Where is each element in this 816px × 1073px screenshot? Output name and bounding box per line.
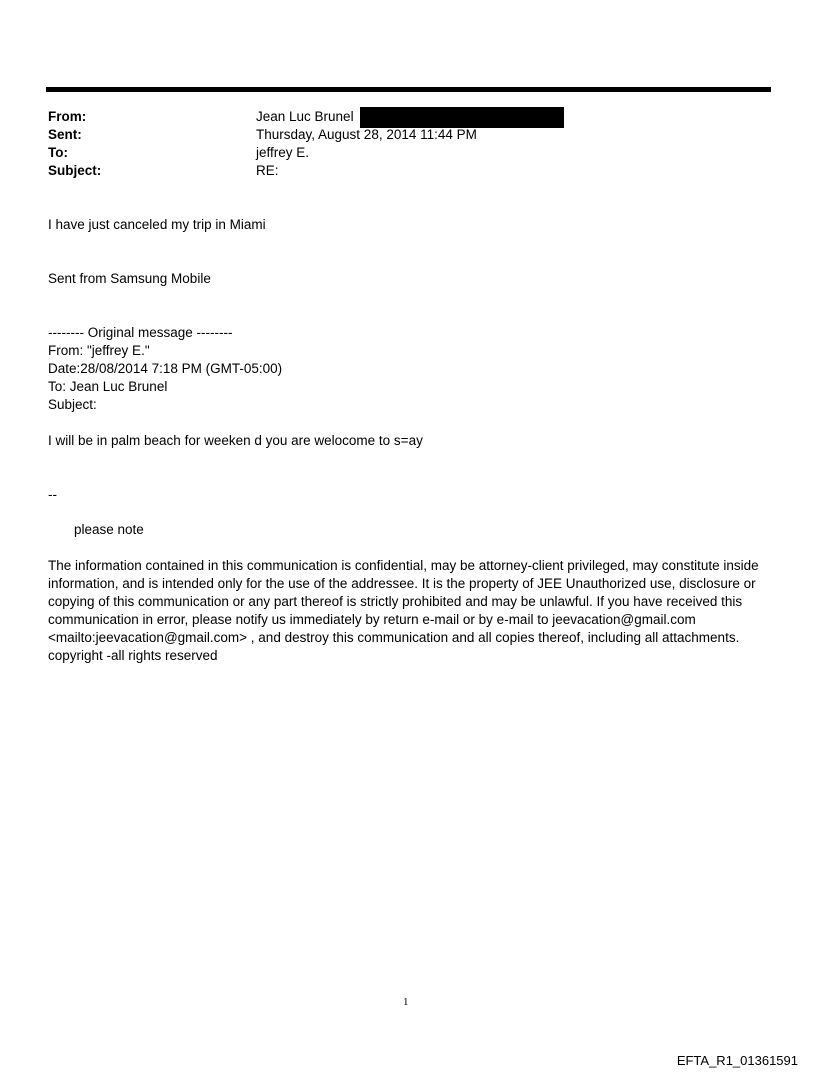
document-id: EFTA_R1_01361591 (676, 1053, 798, 1068)
from-row (48, 108, 768, 126)
please-note: please note (74, 522, 144, 537)
original-to: To: Jean Luc Brunel (48, 379, 168, 394)
to-label: To: (48, 145, 68, 160)
original-date: Date:28/08/2014 7:18 PM (GMT-05:00) (48, 361, 283, 376)
sent-row (48, 126, 768, 144)
original-message-divider: -------- Original message -------- (48, 325, 233, 340)
confidentiality-disclaimer: The information contained in this communication is confidential, may be attorney-client privileged, may constitute inside information, and is intended only for the use of the addressee. It is the property of JEE Unauthorized use, disclosure or copying of this communication or any part thereof is strictly prohibited and may be unlawful. If you have received this communication in error, please notify us immediately by return e-mail or by e-mail to jeevacation@gmail.com <mailto:jeevacation@gmail.com> , and destroy this communication and all copies thereof, including all attachments. copyright -all rights reserved (48, 558, 759, 663)
sent-value: Thursday, August 28, 2014 11:44 PM (256, 127, 477, 142)
subject-label: Subject: (48, 163, 102, 178)
redaction-box (360, 107, 564, 128)
signature-separator: -- (48, 487, 57, 502)
original-from: From: "jeffrey E." (48, 343, 150, 358)
to-value: jeffrey E. (256, 145, 310, 160)
from-value: Jean Luc Brunel (256, 109, 354, 124)
to-row (48, 144, 768, 162)
from-value-container (256, 108, 768, 126)
mobile-signature: Sent from Samsung Mobile (48, 271, 211, 286)
header-divider-rule (46, 87, 771, 92)
original-message-body: I will be in palm beach for weeken d you are welocome to s=ay (48, 433, 423, 448)
email-header (48, 108, 768, 180)
from-label: From: (48, 109, 87, 124)
reply-line: I have just canceled my trip in Miami (48, 217, 266, 232)
subject-row (48, 162, 768, 180)
page-number: 1 (403, 996, 409, 1008)
sent-label: Sent: (48, 127, 82, 142)
original-subject: Subject: (48, 397, 97, 412)
subject-value: RE: (256, 163, 279, 178)
